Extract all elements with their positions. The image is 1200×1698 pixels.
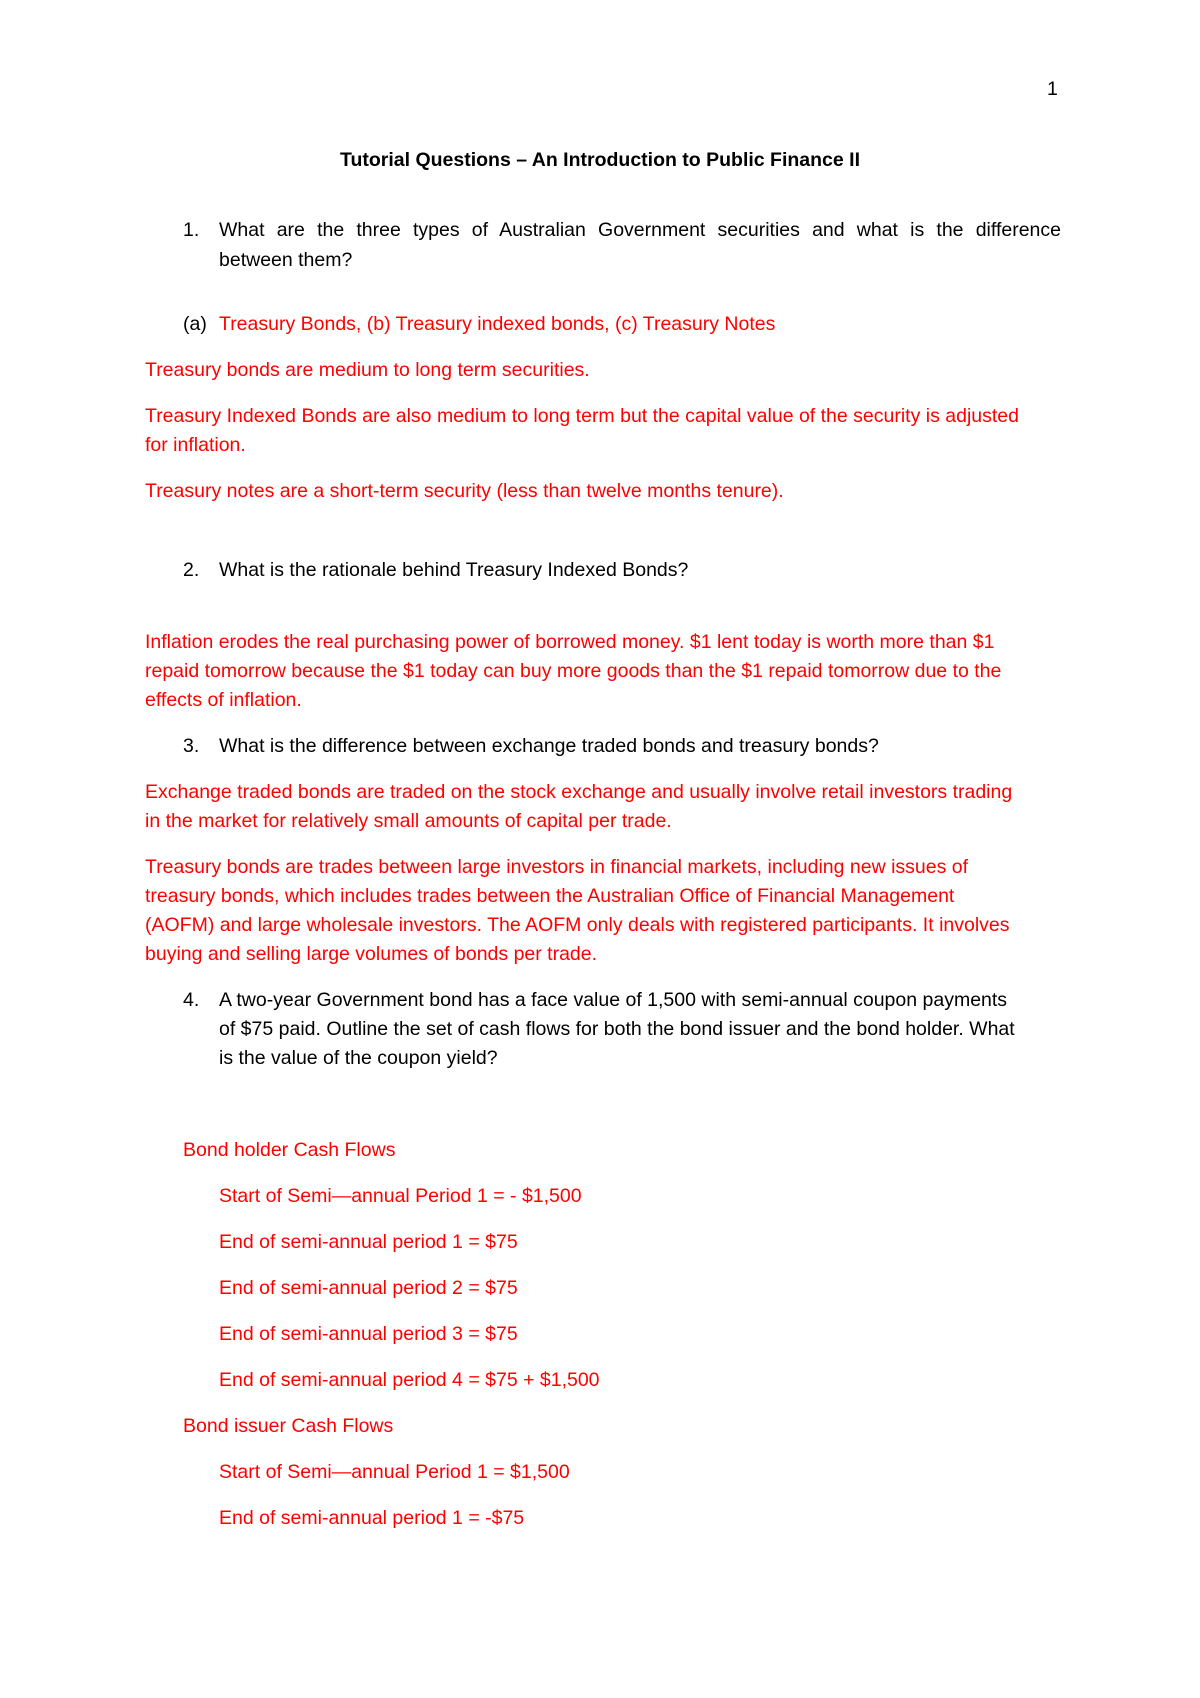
- answer-1-paragraph-1: Treasury bonds are medium to long term securities.: [145, 359, 590, 381]
- page-number: 1: [1047, 78, 1058, 100]
- document-title: Tutorial Questions – An Introduction to Public Finance II: [339, 149, 861, 171]
- answer-1-paragraph-2-line-1: Treasury Indexed Bonds are also medium to long term but the capital value of the security is adjusted: [145, 405, 1019, 427]
- question-1-number: 1.: [183, 219, 200, 241]
- bond-issuer-item: End of semi-annual period 1 = -$75: [219, 1507, 525, 1529]
- answer-3-paragraph-2-line-1: Treasury bonds are trades between large investors in financial markets, including new issues of: [145, 856, 969, 878]
- bond-holder-item: End of semi-annual period 3 = $75: [219, 1323, 518, 1345]
- question-1-line-2: between them?: [219, 249, 353, 271]
- answer-1-paragraph-3: Treasury notes are a short-term security (less than twelve months tenure).: [145, 480, 784, 502]
- answer-3-paragraph-2-line-4: buying and selling large volumes of bonds per trade.: [145, 943, 598, 965]
- answer-1-types: Treasury Bonds, (b) Treasury indexed bonds, (c) Treasury Notes: [219, 313, 776, 335]
- answer-3-paragraph-1-line-2: in the market for relatively small amounts of capital per trade.: [145, 810, 672, 832]
- bond-issuer-item: Start of Semi—annual Period 1 = $1,500: [219, 1461, 570, 1483]
- bond-holder-item: End of semi-annual period 2 = $75: [219, 1277, 518, 1299]
- bond-holder-heading: Bond holder Cash Flows: [183, 1139, 396, 1161]
- bond-holder-item: End of semi-annual period 1 = $75: [219, 1231, 518, 1253]
- answer-2-line-1: Inflation erodes the real purchasing power of borrowed money. $1 lent today is worth more than $1: [145, 631, 995, 653]
- question-4-line-3: is the value of the coupon yield?: [219, 1047, 498, 1069]
- bond-holder-item: End of semi-annual period 4 = $75 + $1,500: [219, 1369, 600, 1391]
- bond-holder-item: Start of Semi—annual Period 1 = - $1,500: [219, 1185, 582, 1207]
- answer-3-paragraph-1-line-1: Exchange traded bonds are traded on the stock exchange and usually involve retail investors trading: [145, 781, 1013, 803]
- answer-1-paragraph-2-line-2: for inflation.: [145, 434, 246, 456]
- question-3-number: 3.: [183, 735, 200, 757]
- answer-3-paragraph-2-line-3: (AOFM) and large wholesale investors. The AOFM only deals with registered participants. It involves: [145, 914, 1010, 936]
- question-3-text: What is the difference between exchange traded bonds and treasury bonds?: [219, 735, 879, 757]
- question-4-line-1: A two-year Government bond has a face value of 1,500 with semi-annual coupon payments: [219, 989, 1008, 1011]
- question-4-line-2: of $75 paid. Outline the set of cash flows for both the bond issuer and the bond holder. What: [219, 1018, 1015, 1040]
- question-2-text: What is the rationale behind Treasury Indexed Bonds?: [219, 559, 689, 581]
- answer-1-marker: (a): [183, 313, 207, 335]
- answer-2-line-2: repaid tomorrow because the $1 today can buy more goods than the $1 repaid tomorrow due to the: [145, 660, 1002, 682]
- question-1-line-1: What are the three types of Australian Government securities and what is the difference: [219, 219, 1061, 241]
- question-2-number: 2.: [183, 559, 200, 581]
- answer-2-line-3: effects of inflation.: [145, 689, 302, 711]
- bond-issuer-heading: Bond issuer Cash Flows: [183, 1415, 394, 1437]
- question-4-number: 4.: [183, 989, 200, 1011]
- answer-3-paragraph-2-line-2: treasury bonds, which includes trades between the Australian Office of Financial Management: [145, 885, 955, 907]
